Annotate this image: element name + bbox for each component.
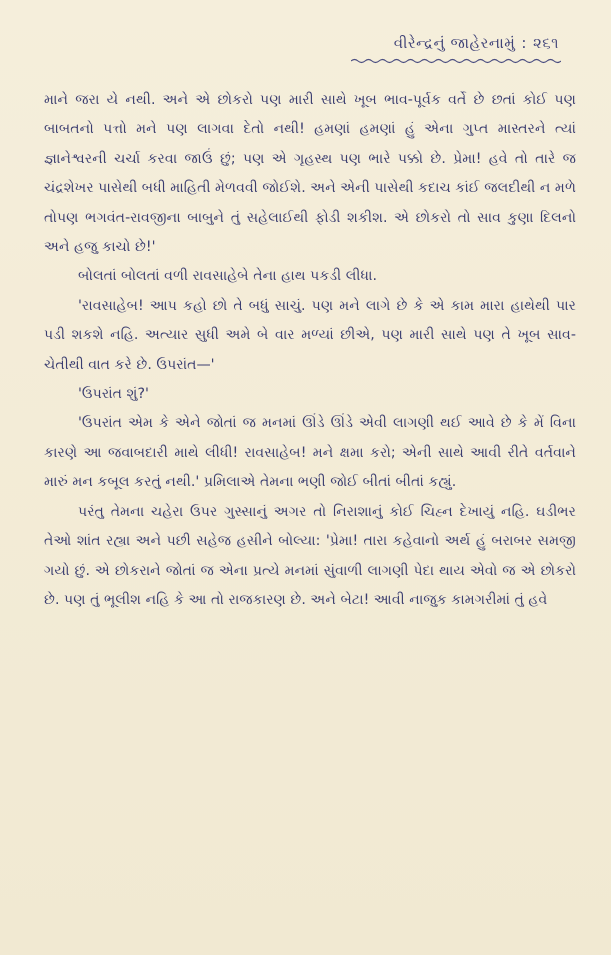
header-separator: : xyxy=(521,34,527,52)
chapter-title: વીરેન્દ્રનું જાહેરનામું xyxy=(393,34,516,52)
page-number: ૨૬૧ xyxy=(532,34,559,52)
paragraph-4: 'ઉપરાંત શું?' xyxy=(78,386,149,403)
paragraph-5: 'ઉપરાંત એમ કે એને જોતાં જ મનમાં ઊંડે ઊંડે એવી લાગણી થઈ આવે છે કે મેં વિના કારણે આ જવાબદારી માથે લીધી! રાવસાહેબ! મને ક્ષમા કરો; એની સાથે આવી રીતે વર્તવાને મારું મન કબૂલ કરતું નથી.' પ્રમિલાએ તેમના ભણી જોઈ બીતાં બીતાં કહ્યું. xyxy=(44,415,576,491)
paragraph-2: બોલતાં બોલતાં વળી રાવસાહેબે તેના હાથ પકડી લીધા. xyxy=(78,268,377,285)
running-header xyxy=(394,34,559,52)
header-wavy-rule xyxy=(351,58,561,64)
paragraph-3: 'રાવસાહેબ! આપ કહો છો તે બધું સાચું. પણ મને લાગે છે કે એ કામ મારા હાથેથી પાર પડી શકશે નહિ. અત્યાર સુધી અમે બે વાર મળ્યાં છીએ, પણ મારી સાથે પણ તે ખૂબ સાવ-ચેતીથી વાત કરે છે. ઉપરાંત—' xyxy=(44,297,576,373)
body-text xyxy=(44,86,576,615)
paragraph-1: માને જરા યે નથી. અને એ છોકરો પણ મારી સાથે ખૂબ ભાવ-પૂર્વક વર્તે છે છતાં કોઈ પણ બાબતનો પત્તો મને પણ લાગવા દેતો નથી! હમણાં હમણાં હું એના ગુપ્ત માસ્તરને ત્યાં જ્ઞાનેશ્વરની ચર્ચા કરવા જાઉં છું; પણ એ ગૃહસ્થ પણ ભારે પક્કો છે. પ્રેમા! હવે તો તારે જ ચંદ્રશેખર પાસેથી બધી માહિતી મેળવવી જોઈશે. અને એની પાસેથી કદાચ કાંઈ જલદીથી ન મળે તોપણ ભગવંત-રાવજીના બાબુને તું સહેલાઈથી ફોડી શકીશ. એ છોકરો તો સાવ કુણા દિલનો અને હજુ કાચો છે!' xyxy=(44,92,577,256)
paragraph-6: પરંતુ તેમના ચહેરા ઉપર ગુસ્સાનું અગર તો નિરાશાનું કોઈ ચિહ્ન દેખાયું નહિ. ઘડીભર તેઓ શાંત રહ્યા અને પછી સહેજ હસીને બોલ્યા: 'પ્રેમા! તારા કહેવાનો અર્થ હું બરાબર સમજી ગયો છું. એ છોકરાને જોતાં જ એના પ્રત્યે મનમાં સુંવાળી લાગણી પેદા થાય એવો જ એ છોકરો છે. પણ તું ભૂલીશ નહિ કે આ તો રાજકારણ છે. અને બેટા! આવી નાજુક કામગરીમાં તું હવે xyxy=(44,503,576,608)
